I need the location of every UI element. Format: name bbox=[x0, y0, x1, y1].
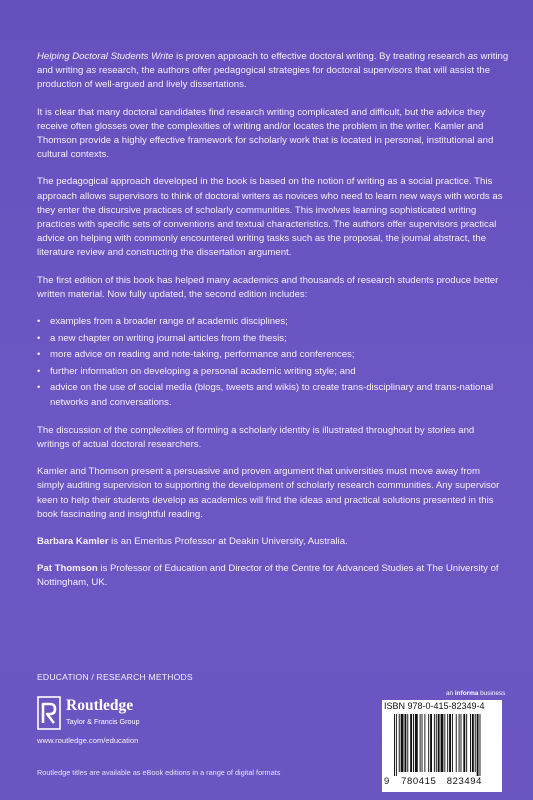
paragraph-problem: It is clear that many doctoral candidates find research writing complicated and difficult, but the advice they receive often glosses over the complexities of writing and/or locates the problem in the writer. Kamler and Thomson provide a highly effective framework for scholarly work that is located in personal, institutional and cultural contexts. bbox=[37, 106, 494, 161]
publisher-url: www.routledge.com/education bbox=[37, 736, 139, 745]
paragraph-identity: The discussion of the complexities of forming a scholarly identity is illustrated throughout by stories and writings of actual doctoral researchers. bbox=[37, 424, 475, 451]
edition-features-list bbox=[37, 315, 509, 410]
paragraph-intro: Helping Doctoral Students Write is proven approach to effective doctoral writing. By treating research as writing and writing as research, the authors offer pedagogical strategies for doctoral supervisors that will assist the production of well-argued and lively dissertations. bbox=[37, 51, 509, 91]
list-item: • examples from a broader range of academic disciplines; bbox=[37, 315, 509, 329]
subject-category: EDUCATION / RESEARCH METHODS bbox=[37, 672, 193, 682]
author-bio-kamler: Barbara Kamler is an Emeritus Professor at Deakin University, Australia. bbox=[37, 536, 348, 548]
blurb bbox=[37, 50, 509, 604]
isbn-barcode bbox=[382, 700, 502, 792]
list-item: • more advice on reading and note-taking, performance and conferences; bbox=[37, 348, 509, 362]
informa-tagline: an informa business bbox=[446, 690, 506, 697]
ebook-note: Routledge titles are available as eBook editions in a range of digital formats bbox=[37, 768, 281, 777]
list-item: • further information on developing a personal academic writing style; and bbox=[37, 365, 509, 379]
routledge-emblem-icon bbox=[37, 696, 61, 730]
list-item: • a new chapter on writing journal articles from the thesis; bbox=[37, 332, 509, 346]
barcode-digits: 9 780415 823494 bbox=[384, 776, 483, 787]
book-title: Helping Doctoral Students Write bbox=[37, 51, 174, 62]
isbn-label: ISBN 978-0-415-82349-4 bbox=[384, 701, 485, 711]
author-name: Pat Thomson bbox=[37, 563, 98, 575]
paragraph-approach: The pedagogical approach developed in the book is based on the notion of writing as a social practice. This approach allows supervisors to think of doctoral writers as novices who need to learn new ways with words as they enter the discursive practices of scholarly communities. This involves learning sophisticated writing practices with specific sets of conventions and textual characteristics. The authors offer supervisors practical advice on helping with commonly encountered writing tasks such as the proposal, the journal abstract, the literature review and constructing the dissertation argument. bbox=[37, 176, 503, 259]
author-name: Barbara Kamler bbox=[37, 536, 109, 548]
author-bio-thomson: Pat Thomson is Professor of Education and Director of the Centre for Advanced Studies at The University of Nottingham, UK. bbox=[37, 563, 499, 589]
publisher-name: Routledge bbox=[66, 697, 134, 714]
list-item: • advice on the use of social media (blogs, tweets and wikis) to create trans-disciplinary and trans-national networks and conversations. bbox=[37, 381, 509, 409]
paragraph-argument: Kamler and Thomson present a persuasive and proven argument that universities must move away from simply auditing supervision to supporting the development of scholarly research communities. Any supervisor keen to help their students develop as academics will find the ideas and practical solutions presented in this book fascinating and insightful reading. bbox=[37, 466, 500, 520]
paragraph-edition: The first edition of this book has helped many academics and thousands of research students produce better written material. Now fully updated, the second edition includes: bbox=[37, 274, 499, 300]
barcode-icon bbox=[384, 714, 500, 776]
publisher-group: Taylor & Francis Group bbox=[66, 717, 140, 726]
